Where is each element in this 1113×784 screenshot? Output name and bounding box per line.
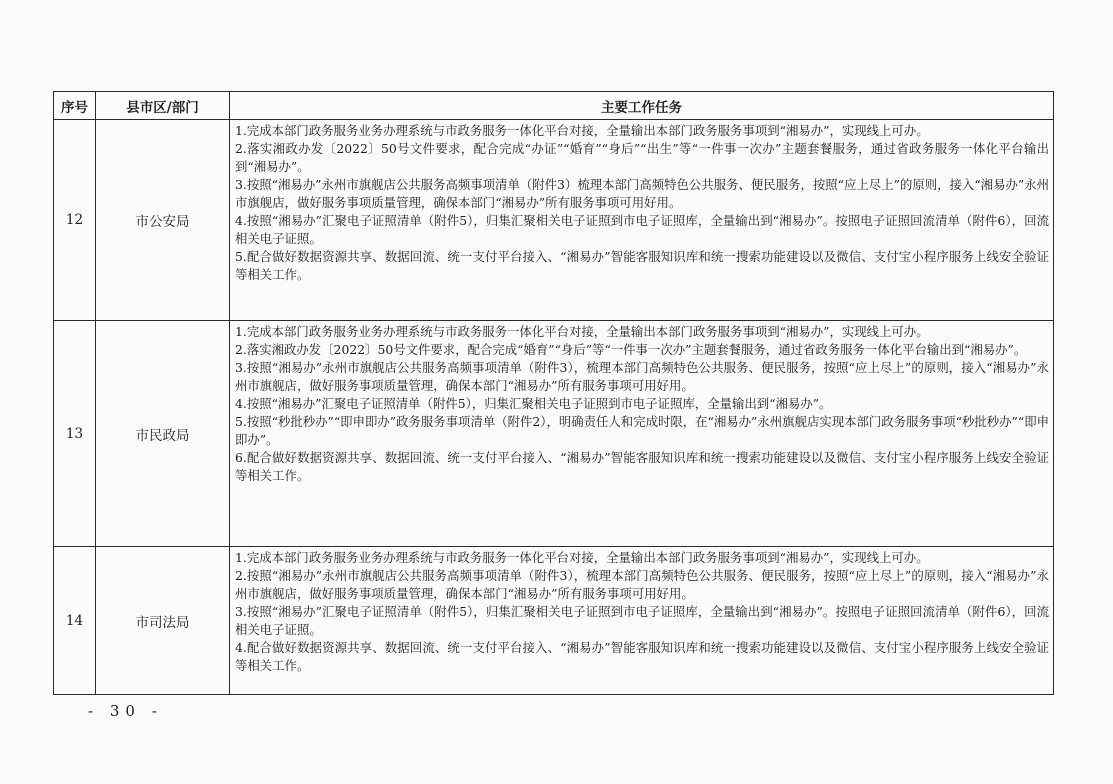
row-department: 市民政局 xyxy=(96,321,230,547)
row-serial-number: 13 xyxy=(54,321,96,547)
row-serial-number: 12 xyxy=(54,120,96,321)
row-department: 市司法局 xyxy=(96,547,230,695)
row-task-list: 1.完成本部门政务服务业务办理系统与市政务服务一体化平台对接，全量输出本部门政务服务事项到“湘易办”，实现线上可办。 2.按照“湘易办”永州市旗舰店公共服务高频事项清单（附件3），梳理本部门高频特色公共服务、便民服务，按照“应上尽上”的原则，接入“湘易办”永州市旗舰店，做好服务事项质量管理，确保本部门“湘易办”所有服务事项可用好用。 3.按照“湘易办”汇聚电子证照清单（附件5），归集汇聚相关电子证照到市电子证照库，全量输出到“湘易办”。按照电子证照回流清单（附件6），回流相关电子证照。 4.配合做好数据资源共享、数据回流、统一支付平台接入、“湘易办”智能客服知识库和统一搜索功能建设以及微信、支付宝小程序服务上线安全验证等相关工作。 xyxy=(230,547,1054,695)
row-serial-number: 14 xyxy=(54,547,96,695)
row-task-list: 1.完成本部门政务服务业务办理系统与市政务服务一体化平台对接，全量输出本部门政务服务事项到“湘易办”，实现线上可办。 2.落实湘政办发〔2022〕50号文件要求，配合完成“婚育”“身后”等“一件事一次办”主题套餐服务，通过省政务服务一体化平台输出到“湘易办”。 3.按照“湘易办”永州市旗舰店公共服务高频事项清单（附件3），梳理本部门高频特色公共服务、便民服务，按照“应上尽上”的原则，接入“湘易办”永州市旗舰店，做好服务事项质量管理，确保本部门“湘易办”所有服务事项可用好用。 4.按照“湘易办”汇聚电子证照清单（附件5），归集汇聚相关电子证照到市电子证照库，全量输出到“湘易办”。 5.按照“秒批秒办”“即申即办”政务服务事项清单（附件2），明确责任人和完成时限，在“湘易办”永州旗舰店实现本部门政务服务事项“秒批秒办”“即申即办”。 6.配合做好数据资源共享、数据回流、统一支付平台接入、“湘易办”智能客服知识库和统一搜索功能建设以及微信、支付宝小程序服务上线安全验证等相关工作。 xyxy=(230,321,1054,547)
header-department: 县市区/部门 xyxy=(96,92,230,120)
task-table xyxy=(53,91,1054,695)
table-header-row xyxy=(54,92,1054,120)
header-main-tasks: 主要工作任务 xyxy=(230,92,1054,120)
table-row xyxy=(54,120,1054,321)
header-serial-number: 序号 xyxy=(54,92,96,120)
page-number: - 30 - xyxy=(88,702,163,720)
table-row xyxy=(54,321,1054,547)
row-department: 市公安局 xyxy=(96,120,230,321)
row-task-list: 1.完成本部门政务服务业务办理系统与市政务服务一体化平台对接，全量输出本部门政务服务事项到“湘易办”，实现线上可办。 2.落实湘政办发〔2022〕50号文件要求，配合完成“办证”“婚育”“身后”“出生”等“一件事一次办”主题套餐服务，通过省政务服务一体化平台输出到“湘易办”。 3.按照“湘易办”永州市旗舰店公共服务高频事项清单（附件3）梳理本部门高频特色公共服务、便民服务，按照“应上尽上”的原则，接入“湘易办”永州市旗舰店，做好服务事项质量管理，确保本部门“湘易办”所有服务事项可用好用。 4.按照“湘易办”汇聚电子证照清单（附件5），归集汇聚相关电子证照到市电子证照库，全量输出到“湘易办”。按照电子证照回流清单（附件6），回流相关电子证照。 5.配合做好数据资源共享、数据回流、统一支付平台接入、“湘易办”智能客服知识库和统一搜索功能建设以及微信、支付宝小程序服务上线安全验证等相关工作。 xyxy=(230,120,1054,321)
table-row xyxy=(54,547,1054,695)
